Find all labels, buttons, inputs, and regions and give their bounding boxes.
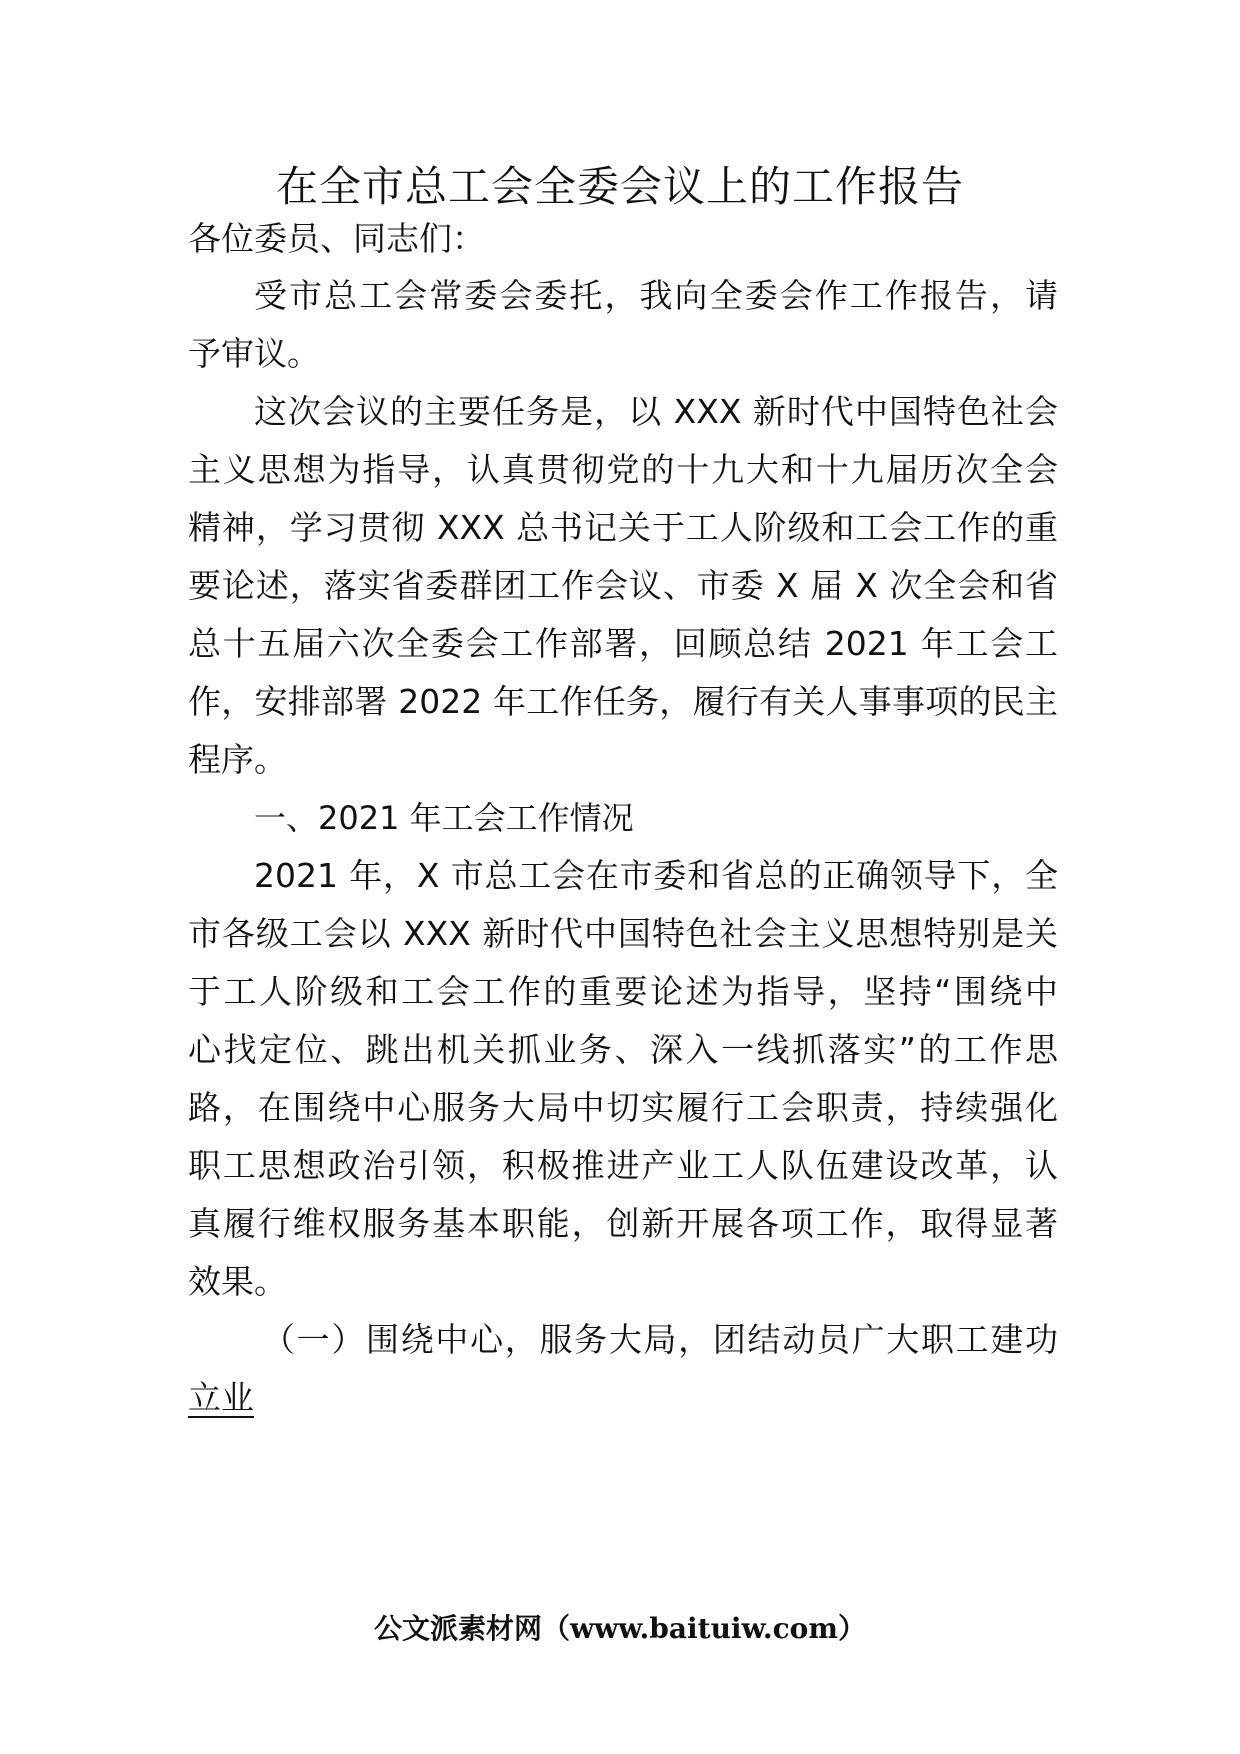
paragraph-line: 效果。	[188, 1262, 287, 1301]
paragraph-line: 主义思想为指导，认真贯彻党的十九大和十九届历次全会	[188, 450, 1058, 489]
paragraph-line: 作，安排部署 2022 年工作任务，履行有关人事事项的民主	[188, 682, 1058, 721]
paragraph-line: 2021 年，X 市总工会在市委和省总的正确领导下，全	[254, 856, 1058, 895]
paragraph-line: 这次会议的主要任务是，以 XXX 新时代中国特色社会	[254, 392, 1058, 431]
paragraph-line: 真履行维权服务基本职能，创新开展各项工作，取得显著	[188, 1204, 1058, 1243]
salutation: 各位委员、同志们：	[188, 219, 485, 258]
underlined-text: 立业	[188, 1378, 254, 1417]
footer-watermark: 公文派素材网（www.baituiw.com）	[374, 1612, 866, 1645]
subsection-heading-continued	[188, 1378, 1058, 1417]
paragraph-line: 市各级工会以 XXX 新时代中国特色社会主义思想特别是关	[188, 914, 1058, 953]
paragraph-line: 职工思想政治引领，积极推进产业工人队伍建设改革，认	[188, 1146, 1058, 1185]
paragraph-line: 心找定位、跳出机关抓业务、深入一线抓落实”的工作思	[188, 1030, 1058, 1069]
paragraph-line: 总十五届六次全委会工作部署，回顾总结 2021 年工会工	[188, 624, 1058, 663]
paragraph-line: 于工人阶级和工会工作的重要论述为指导，坚持“围绕中	[188, 972, 1058, 1011]
document-title: 在全市总工会全委会议上的工作报告	[275, 162, 964, 211]
paragraph-line: 予审议。	[188, 334, 320, 373]
paragraph-line: 程序。	[188, 740, 287, 779]
paragraph-line: 受市总工会常委会委托，我向全委会作工作报告，请	[254, 276, 1058, 315]
section-heading: 一、2021 年工会工作情况	[254, 799, 634, 837]
subsection-heading: （一）围绕中心，服务大局，团结动员广大职工建功	[262, 1320, 1058, 1359]
paragraph-line: 要论述，落实省委群团工作会议、市委 X 届 X 次全会和省	[188, 566, 1058, 605]
paragraph-line: 精神，学习贯彻 XXX 总书记关于工人阶级和工会工作的重	[188, 508, 1058, 547]
paragraph-line: 路，在围绕中心服务大局中切实履行工会职责，持续强化	[188, 1088, 1058, 1127]
